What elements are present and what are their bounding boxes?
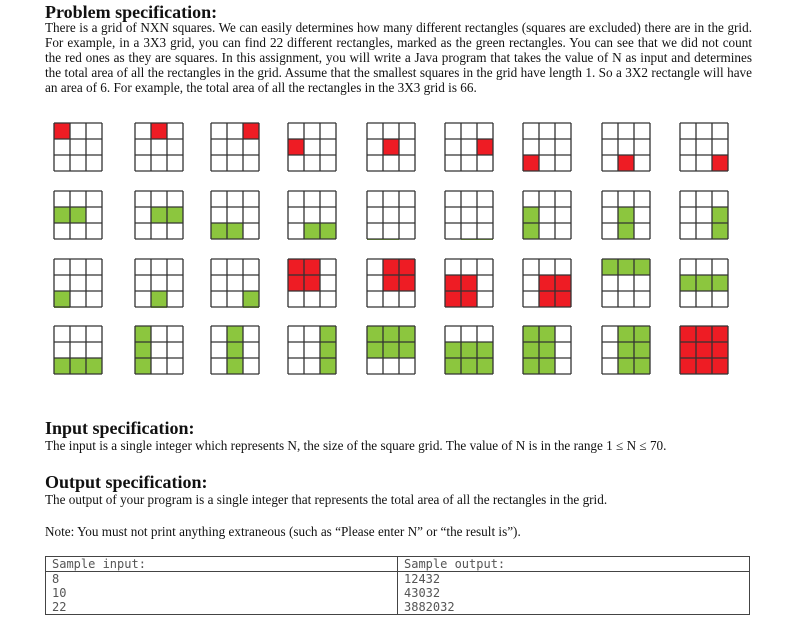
red-square xyxy=(54,123,70,139)
red-square xyxy=(243,123,259,139)
red-square xyxy=(288,139,304,155)
sample-output-header: Sample output: xyxy=(398,557,750,572)
green-rectangle xyxy=(54,291,70,308)
example-grid xyxy=(444,258,494,308)
example-grid xyxy=(522,258,572,308)
output-spec-title: Output specification: xyxy=(45,472,208,492)
example-grid xyxy=(522,122,572,172)
example-grid xyxy=(210,190,260,240)
example-grid xyxy=(134,325,184,375)
example-grid xyxy=(601,122,651,172)
sample-output-value: 43032 xyxy=(404,586,441,600)
example-grid xyxy=(679,190,729,240)
green-rectangle xyxy=(602,259,650,275)
example-grid xyxy=(53,122,103,172)
sample-output-value: 3882032 xyxy=(404,600,455,614)
example-grid xyxy=(210,325,260,375)
red-square xyxy=(383,139,399,155)
sample-input-value: 22 xyxy=(52,600,67,614)
example-grid xyxy=(134,122,184,172)
note-text: Note: You must not print anything extraneous (such as “Please enter N” or “the result is”). xyxy=(45,524,521,539)
red-square xyxy=(712,155,728,171)
example-grid xyxy=(210,122,260,172)
sample-output-value: 12432 xyxy=(404,572,441,586)
example-grid xyxy=(53,258,103,308)
example-grid xyxy=(366,258,416,308)
input-spec-text: The input is a single integer which represents N, the size of the square grid. The value of N is in the range 1 ≤ N ≤ 70. xyxy=(45,438,667,453)
example-grid xyxy=(679,325,729,375)
red-square xyxy=(477,139,493,155)
green-rectangle xyxy=(54,358,102,374)
sample-table xyxy=(45,556,750,615)
example-grid xyxy=(287,325,337,375)
input-spec-title: Input specification: xyxy=(45,418,195,438)
example-grid xyxy=(287,190,337,240)
example-grid xyxy=(522,190,572,240)
example-grid xyxy=(366,190,416,240)
sample-input-value: 10 xyxy=(52,586,67,600)
output-spec-text: The output of your program is a single integer that represents the total area of all the rectangles in the grid. xyxy=(45,492,608,507)
red-square xyxy=(151,123,167,139)
example-grid xyxy=(134,190,184,240)
sample-output-values xyxy=(398,572,750,615)
example-grid xyxy=(522,325,572,375)
example-grid xyxy=(444,122,494,172)
example-grid xyxy=(601,258,651,308)
example-grid xyxy=(366,325,416,375)
example-grid xyxy=(601,325,651,375)
sample-input-header: Sample input: xyxy=(46,557,398,572)
green-rectangle xyxy=(243,291,259,308)
example-grid xyxy=(679,122,729,172)
green-rectangle xyxy=(135,326,151,374)
red-square xyxy=(618,155,634,171)
example-grid xyxy=(366,122,416,172)
green-rectangle xyxy=(227,326,243,374)
example-grid xyxy=(444,325,494,375)
example-grid xyxy=(53,325,103,375)
example-grid xyxy=(287,122,337,172)
green-rectangle xyxy=(680,275,728,291)
example-grid xyxy=(444,190,494,240)
rectangle-figure xyxy=(45,120,752,380)
example-grid xyxy=(601,190,651,240)
example-grid xyxy=(53,190,103,240)
red-square xyxy=(523,155,539,171)
sample-input-value: 8 xyxy=(52,572,60,586)
example-grid xyxy=(679,258,729,308)
example-grid xyxy=(210,258,260,308)
green-rectangle xyxy=(320,326,336,374)
example-grid xyxy=(134,258,184,308)
problem-title: Problem specification: xyxy=(45,2,218,22)
problem-description: There is a grid of NXN squares. We can easily determines how many different rectangles (squares are excluded) there are in the grid. For example, in a 3X3 grid, you can find 22 different rectangles, marked as the green rectangles. You can see that we did not count the red ones as they are squares. In this assignment, you will write a Java program that takes the value of N as input and determines the total area of all the rectangles in the grid. Assume that the smallest squares in the grid have length 1. So a 3X2 rectangle will have an area of 6. For example, the total area of all the rectangles in the 3X3 grid is 66. xyxy=(45,20,752,95)
green-rectangle xyxy=(151,291,167,308)
example-grid xyxy=(287,258,337,308)
sample-input-values xyxy=(46,572,398,615)
red-square xyxy=(680,326,728,374)
